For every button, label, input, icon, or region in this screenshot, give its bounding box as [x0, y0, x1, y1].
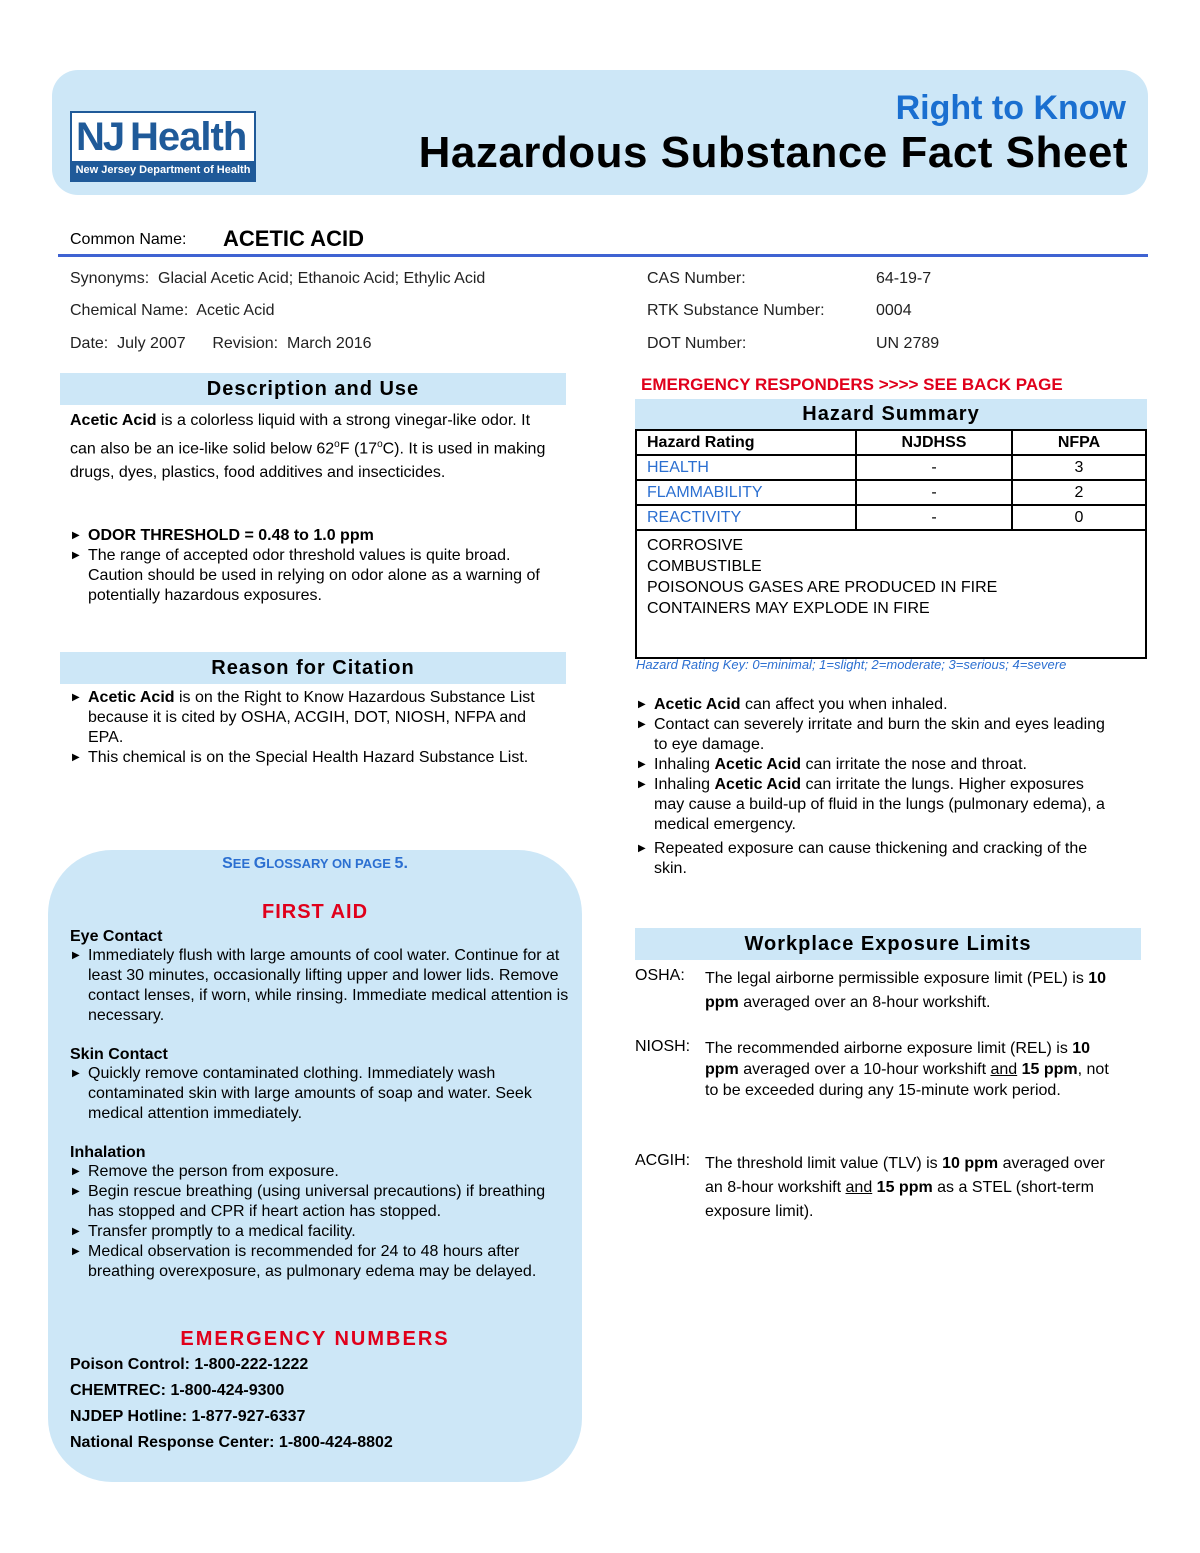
col-nfpa: NFPA — [1012, 430, 1146, 455]
chemtrec-number: CHEMTREC: 1-800-424-9300 — [70, 1382, 285, 1399]
date-row — [70, 335, 372, 353]
citation-bullet-1 — [70, 688, 560, 748]
inhalation-bullet-1: ▶ Remove the person from exposure. — [70, 1162, 570, 1182]
acgih-label: ACGIH: — [635, 1152, 691, 1169]
health-njdhss: - — [856, 455, 1012, 480]
citation-heading: Reason for Citation — [60, 652, 566, 684]
table-row — [636, 480, 1146, 505]
odor-range-bullet: ▶ The range of accepted odor threshold values is quite broad. Caution should be used in relying on odor alone as a warning of potentially hazardous exposures. — [70, 546, 560, 606]
dot-label: DOT Number: — [647, 335, 747, 352]
date-label: Date: — [70, 335, 109, 352]
right-to-know-title: Right to Know — [895, 89, 1126, 127]
health-effect-bullet-4 — [636, 775, 1116, 835]
emergency-responders-notice: EMERGENCY RESPONDERS >>>> SEE BACK PAGE — [641, 375, 1063, 394]
dot-value: UN 2789 — [876, 335, 940, 352]
hazard-table-header — [636, 430, 1146, 455]
common-name-value: ACETIC ACID — [223, 226, 364, 251]
health-effect-1-text: can affect you when inhaled. — [740, 696, 948, 713]
inhalation-bullet-4: ▶ Medical observation is recommended for 24 to 48 hours after breathing overexposure, as pulmonary edema may be delayed. — [70, 1242, 570, 1282]
hazard-table-wrap — [635, 429, 1147, 659]
osha-label: OSHA: — [635, 967, 685, 984]
glossary-page: 5. — [394, 855, 408, 872]
osha-limit — [635, 967, 1135, 1017]
health-effect-bullet-2: ▶ Contact can severely irritate and burn the skin and eyes leading to eye damage. — [636, 715, 1116, 755]
niosh-rel-value: 10 ppm — [705, 1040, 1091, 1078]
rtk-label: RTK Substance Number: — [647, 302, 825, 319]
acgih-text-b: averaged over an 8-hour workshift — [705, 1155, 1105, 1196]
glossary-g-initial: G — [253, 855, 267, 872]
degree-sign: o — [377, 439, 383, 450]
health-effect-bullet-1 — [636, 695, 1116, 715]
description-text-b: F (17 — [339, 440, 378, 458]
hazard-note: POISONOUS GASES ARE PRODUCED IN FIRE — [647, 579, 998, 596]
emergency-numbers-heading: EMERGENCY NUMBERS — [180, 1328, 450, 1350]
description-paragraph — [70, 409, 550, 485]
synonyms-label: Synonyms: — [70, 270, 150, 287]
rtk-value: 0004 — [876, 302, 912, 319]
citation-bullets — [70, 688, 560, 768]
description-text-a: is a colorless liquid with a strong vinegar-like odor. It can also be an ice-like solid below 62 — [70, 412, 531, 458]
niosh-ceiling-value: 15 ppm — [1021, 1061, 1078, 1078]
description-text-c: C). It is used in making drugs, dyes, plastics, food additives and insecticides. — [70, 440, 546, 482]
description-substance-name: Acetic Acid — [70, 412, 157, 429]
niosh-limit — [635, 1038, 1135, 1128]
exposure-limits-heading: Workplace Exposure Limits — [635, 928, 1141, 960]
hazard-notes-box — [635, 531, 1147, 659]
revision-value: March 2016 — [287, 335, 372, 352]
nj-health-logo — [70, 111, 256, 182]
niosh-text — [705, 1038, 1125, 1101]
acgih-text — [705, 1152, 1125, 1224]
health-effect-substance: Acetic Acid — [654, 696, 741, 713]
hazard-note: COMBUSTIBLE — [647, 558, 762, 575]
njdep-hotline-number: NJDEP Hotline: 1-877-927-6337 — [70, 1408, 306, 1425]
niosh-label: NIOSH: — [635, 1038, 691, 1055]
inhalation-bullet-3: ▶ Transfer promptly to a medical facility. — [70, 1222, 570, 1242]
logo-dept-text: New Jersey Department of Health — [72, 161, 254, 180]
flammability-njdhss: - — [856, 480, 1012, 505]
reactivity-njdhss: - — [856, 505, 1012, 530]
health-effect-3-text: can irritate the nose and throat. — [801, 756, 1027, 773]
osha-text — [705, 967, 1125, 1015]
page-title: Hazardous Substance Fact Sheet — [418, 128, 1128, 177]
poison-control-number: Poison Control: 1-800-222-1222 — [70, 1356, 309, 1373]
reactivity-rating-label: REACTIVITY — [636, 505, 856, 530]
common-name-rule — [58, 254, 1148, 257]
flammability-nfpa: 2 — [1012, 480, 1146, 505]
national-response-center-number: National Response Center: 1-800-424-8802 — [70, 1434, 393, 1451]
hazard-note: CORROSIVE — [647, 537, 744, 554]
health-effect-4-text: can irritate the lungs. Higher exposures may cause a build-up of fluid in the lungs (pulmonary edema), a medical emergency. — [654, 776, 1105, 833]
health-effect-3-pre: Inhaling — [654, 756, 715, 773]
acgih-text-a: The threshold limit value (TLV) is — [705, 1155, 943, 1172]
osha-pel-value: 10 ppm — [705, 970, 1107, 1011]
citation-substance-name: Acetic Acid — [88, 689, 175, 706]
osha-text-a: The legal airborne permissible exposure limit (PEL) is — [705, 970, 1089, 987]
skin-contact-bullet: ▶ Quickly remove contaminated clothing. Immediately wash contaminated skin with large amounts of soap and water. Seek medical attention immediately. — [70, 1064, 570, 1124]
first-aid-heading: FIRST AID — [261, 901, 369, 923]
health-effect-substance: Acetic Acid — [714, 776, 802, 793]
eye-contact-bullet: ▶ Immediately flush with large amounts of cool water. Continue for at least 30 minutes, occasionally lifting upper and lower lids. Remove contact lenses, if worn, while rinsing. Immediate medical attention is necessary. — [70, 946, 570, 1026]
acgih-stel-value: 15 ppm — [876, 1179, 933, 1196]
inhalation-heading: Inhalation — [70, 1144, 146, 1161]
col-njdhss: NJDHSS — [856, 430, 1012, 455]
first-aid-content — [70, 928, 570, 1282]
health-effect-substance: Acetic Acid — [714, 756, 802, 773]
flammability-rating-label: FLAMMABILITY — [636, 480, 856, 505]
hazard-note: CONTAINERS MAY EXPLODE IN FIRE — [647, 600, 930, 617]
logo-nj-text: NJ — [76, 115, 124, 159]
eye-contact-heading: Eye Contact — [70, 928, 163, 945]
health-nfpa: 3 — [1012, 455, 1146, 480]
acgih-and: and — [845, 1179, 873, 1196]
revision-label: Revision: — [212, 335, 279, 352]
health-effects-bullets — [636, 695, 1116, 879]
cas-label: CAS Number: — [647, 270, 746, 287]
synonyms-row — [70, 270, 485, 288]
niosh-and: and — [990, 1061, 1018, 1078]
odor-threshold-bullet: ▶ ODOR THRESHOLD = 0.48 to 1.0 ppm — [70, 526, 560, 546]
glossary-see-initial: S — [222, 855, 233, 872]
col-hazard-rating: Hazard Rating — [636, 430, 856, 455]
table-row — [636, 505, 1146, 530]
inhalation-bullet-2: ▶ Begin rescue breathing (using universal precautions) if breathing has stopped and CPR if heart action has stopped. — [70, 1182, 570, 1222]
glossary-see-rest: EE — [232, 856, 254, 871]
reactivity-nfpa: 0 — [1012, 505, 1146, 530]
glossary-link[interactable] — [48, 855, 582, 873]
osha-text-b: averaged over an 8-hour workshift. — [738, 994, 991, 1011]
acgih-tlv-value: 10 ppm — [942, 1155, 999, 1172]
niosh-text-b: averaged over a 10-hour workshift — [738, 1061, 991, 1078]
glossary-g-rest: LOSSARY ON PAGE — [266, 856, 395, 871]
description-heading: Description and Use — [60, 373, 566, 405]
citation-bullet-2: ▶ This chemical is on the Special Health Hazard Substance List. — [70, 748, 560, 768]
niosh-text-a: The recommended airborne exposure limit (REL) is — [705, 1040, 1073, 1057]
citation-bullet-1-text: is on the Right to Know Hazardous Substance List because it is cited by OSHA, ACGIH, DOT, NIOSH, NFPA and EPA. — [88, 689, 535, 746]
synonyms-value: Glacial Acetic Acid; Ethanoic Acid; Ethylic Acid — [158, 270, 486, 287]
chemical-name-label: Chemical Name: — [70, 302, 189, 319]
health-rating-label: HEALTH — [636, 455, 856, 480]
hazard-rating-table — [635, 429, 1147, 531]
health-effect-bullet-3 — [636, 755, 1116, 775]
date-value: July 2007 — [117, 335, 186, 352]
skin-contact-heading: Skin Contact — [70, 1046, 168, 1063]
chemical-name-value: Acetic Acid — [196, 302, 275, 319]
degree-sign: o — [334, 439, 340, 450]
hazard-summary-heading: Hazard Summary — [635, 399, 1147, 429]
hazard-rating-key: Hazard Rating Key: 0=minimal; 1=slight; 2=moderate; 3=serious; 4=severe — [636, 657, 1067, 672]
cas-value: 64-19-7 — [876, 270, 932, 287]
niosh-text-c: , not to be exceeded during any 15-minute work period. — [705, 1061, 1109, 1099]
health-effect-bullet-5: ▶ Repeated exposure can cause thickening and cracking of the skin. — [636, 839, 1116, 879]
common-name-label: Common Name: — [70, 231, 187, 248]
health-effect-4-pre: Inhaling — [654, 776, 715, 793]
chemical-name-row — [70, 302, 275, 320]
emergency-numbers-list — [70, 1352, 570, 1456]
description-bullets — [70, 526, 560, 606]
acgih-text-c: as a STEL (short-term exposure limit). — [705, 1179, 1094, 1220]
table-row — [636, 455, 1146, 480]
acgih-limit — [635, 1152, 1135, 1232]
logo-health-text: Health — [130, 115, 247, 159]
